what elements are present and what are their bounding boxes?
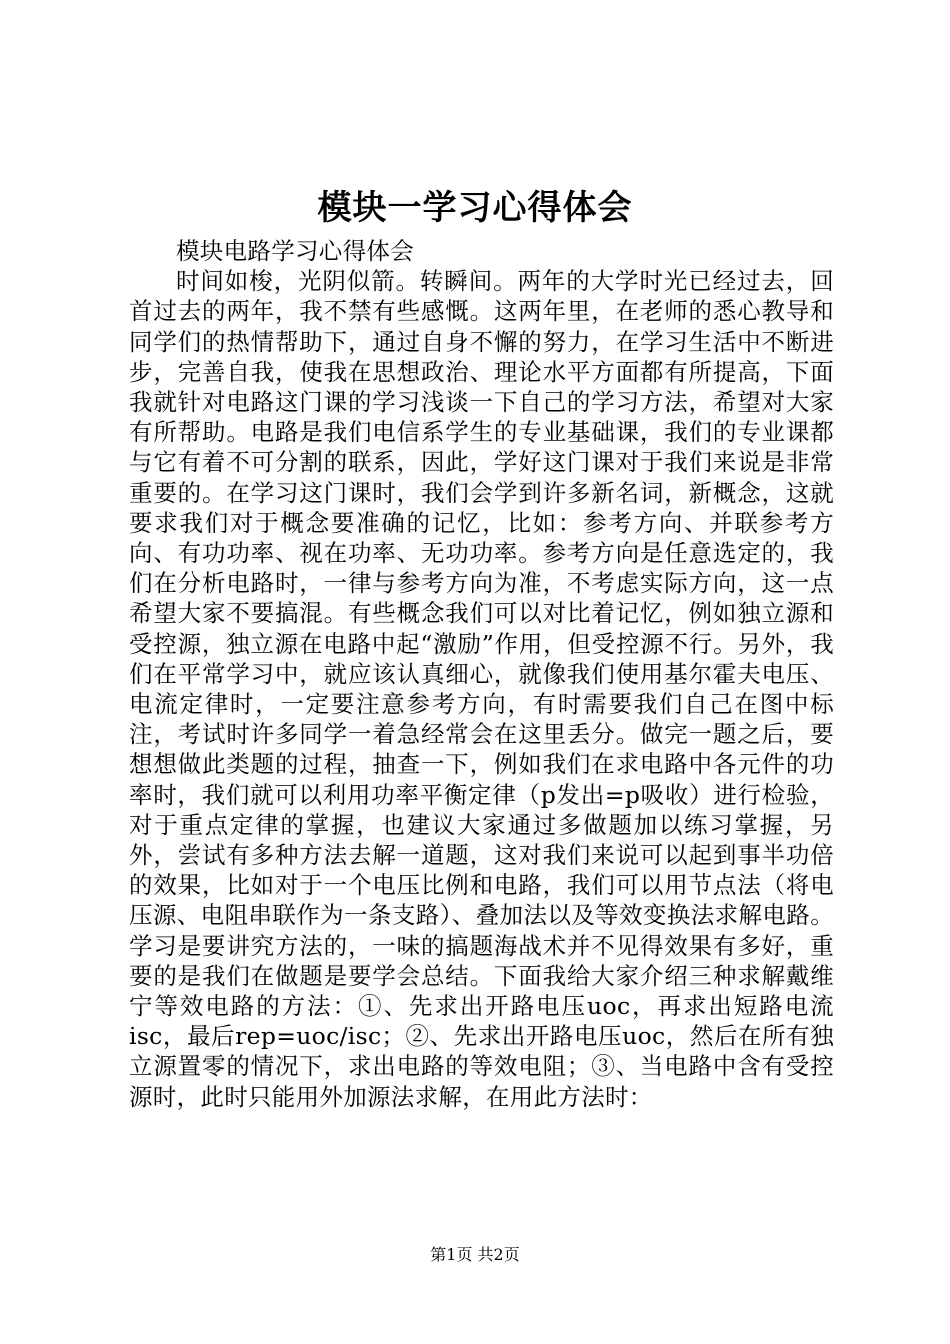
- document-title: 模块一学习心得体会: [317, 188, 633, 228]
- body-paragraph: 时间如梭，光阴似箭。转瞬间。两年的大学时光已经过去，回首过去的两年，我不禁有些感慨。这两年里，在老师的悉心教导和同学们的热情帮助下，通过自身不懈的努力，在学习生活中不断进步，完善自我，使我在思想政治、理论水平方面都有所提高，下面我就针对电路这门课的学习浅谈一下自己的学习方法，希望对大家有所帮助。电路是我们电信系学生的专业基础课，我们的专业课都与它有着不可分割的联系，因此，学好这门课对于我们来说是非常重要的。在学习这门课时，我们会学到许多新名词，新概念，这就要求我们对于概念要准确的记忆，比如：参考方向、并联参考方向、有功功率、视在功率、无功功率。参考方向是任意选定的，我们在分析电路时，一律与参考方向为准，不考虑实际方向，这一点希望大家不要搞混。有些概念我们可以对比着记忆，例如独立源和受控源，独立源在电路中起“激励”作用，但受控源不行。另外，我们在平常学习中，就应该认真细心，就像我们使用基尔霍夫电压、电流定律时，一定要注意参考方向，有时需要我们自己在图中标注，考试时许多同学一着急经常会在这里丢分。做完一题之后，要想想做此类题的过程，抽查一下，例如我们在求电路中各元件的功率时，我们就可以利用功率平衡定律（p发出=p吸收）进行检验，对于重点定律的掌握，也建议大家通过多做题加以练习掌握，另外，尝试有多种方法去解一道题，这对我们来说可以起到事半功倍的效果，比如对于一个电压比例和电路，我们可以用节点法（将电压源、电阻串联作为一条支路）、叠加法以及等效变换法求解电路。学习是要讲究方法的，一味的搞题海战术并不见得效果有多好，重要的是我们在做题是要学会总结。下面我给大家介绍三种求解戴维宁等效电路的方法：①、先求出开路电压uoc，再求出短路电流isc，最后rep=uoc/isc；②、先求出开路电压uoc，然后在所有独立源置零的情况下，求出电路的等效电阻；③、当电路中含有受控源时，此时只能用外加源法求解，在用此方法时：: [129, 267, 834, 1111]
- page-number: 第1页 共2页: [430, 1245, 520, 1264]
- document-body: [129, 236, 834, 1112]
- document-subtitle: 模块电路学习心得体会: [176, 237, 414, 265]
